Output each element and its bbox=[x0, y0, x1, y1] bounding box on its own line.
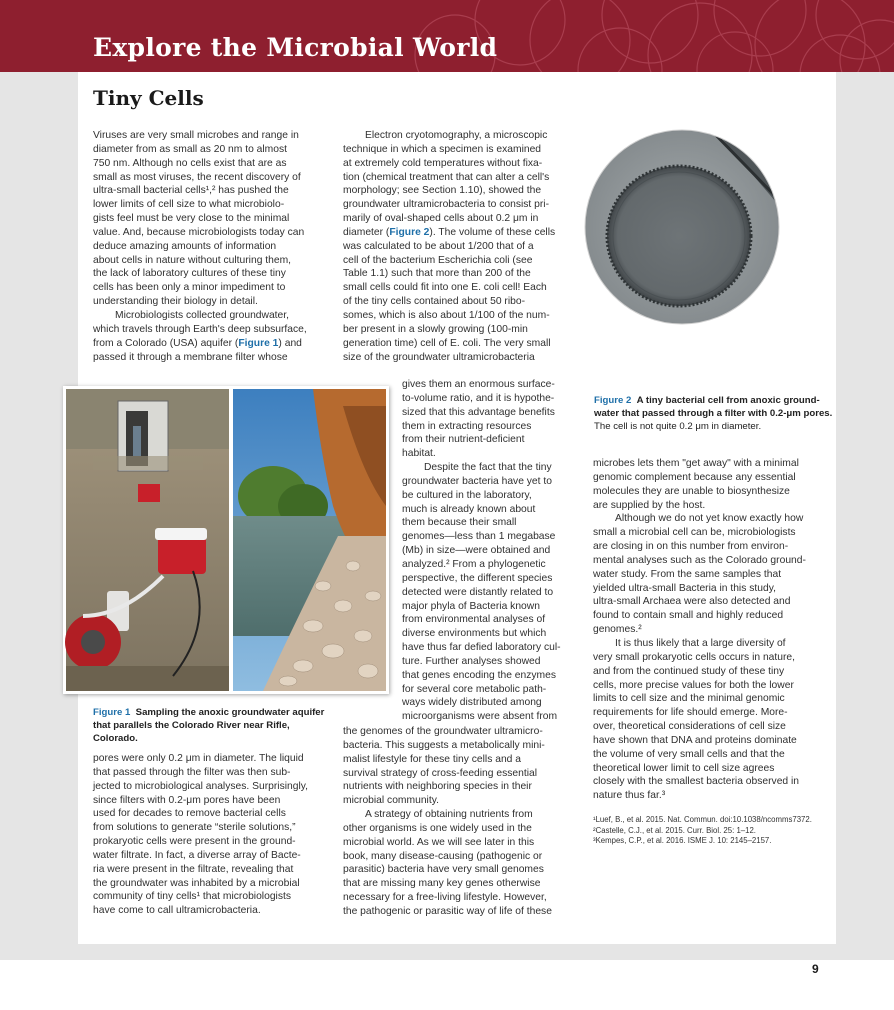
text-line: diverse environments but which bbox=[402, 628, 547, 640]
text-line: groundwater bacteria have yet to bbox=[402, 475, 552, 487]
text-line: analyzed.² From a phylogenetic bbox=[402, 558, 546, 570]
text-line: was calculated to be about 1/200 that of a bbox=[343, 240, 534, 252]
text-line: small cells could fit into one E. coli cell! Each bbox=[343, 282, 547, 294]
column2-top bbox=[343, 129, 575, 364]
text-line: are supplied by the host. bbox=[593, 499, 706, 511]
figure1-label: Figure 1 bbox=[93, 707, 131, 718]
column3 bbox=[593, 457, 825, 803]
text-line: ber present in a slowly growing (100-min bbox=[343, 323, 528, 335]
text-line: have shown that DNA and proteins dominate bbox=[593, 734, 797, 746]
figure2-caption-line3: The cell is not quite 0.2 μm in diameter. bbox=[594, 421, 762, 432]
footnotes bbox=[593, 815, 812, 847]
text-line: other organisms is one widely used in the bbox=[343, 822, 532, 834]
text-line: genomes.² bbox=[593, 624, 642, 636]
figure2-label: Figure 2 bbox=[594, 395, 632, 406]
text-line: passed it through a membrane filter whose bbox=[93, 351, 288, 363]
text-line: them because their small bbox=[402, 517, 517, 529]
text-line: that genes encoding the enzymes bbox=[402, 669, 556, 681]
text-line: generation time) cell of E. coli. The very small bbox=[343, 337, 551, 349]
text-line: prokaryotic cells were present in the ground- bbox=[93, 836, 296, 848]
text-line: genomes—less than 1 megabase bbox=[402, 531, 556, 543]
text-line: microorganisms were absent from bbox=[402, 711, 558, 723]
text-line: about cells in nature without culturing them, bbox=[93, 254, 292, 266]
text-line: the genomes of the groundwater ultramicro- bbox=[343, 726, 543, 737]
text-line: habitat. bbox=[402, 448, 436, 460]
text-line: small as most viruses, the recent discovery of bbox=[93, 171, 301, 183]
figure2-caption-line1: A tiny bacterial cell from anoxic ground- bbox=[636, 395, 820, 406]
text-line: microbial community. bbox=[343, 795, 439, 807]
text-line: morphology; see Section 1.10), showed the bbox=[343, 185, 542, 197]
text-line: It is thus likely that a large diversity of bbox=[615, 637, 786, 649]
section-title: Tiny Cells bbox=[93, 86, 204, 110]
text-line: limits to cell size and the minimal genomic bbox=[593, 693, 785, 705]
text-line: since filters with 0.2-μm pores have been bbox=[93, 794, 281, 806]
text-line: nature thus far.³ bbox=[593, 790, 666, 802]
text-line: community of tiny cells¹ that microbiologists bbox=[93, 891, 291, 903]
text-line: from solutions to generate “sterile solutions,” bbox=[93, 822, 296, 834]
text-line: diameter from as small as 20 nm to almost bbox=[93, 143, 287, 155]
text-line: marily of oval-shaped cells about 0.2 μm in bbox=[343, 213, 539, 225]
text-line: nutrients with neighboring species in their bbox=[343, 781, 532, 793]
text-line: understanding their biology in detail. bbox=[93, 296, 258, 308]
text-line: ways widely distributed among bbox=[402, 697, 542, 709]
text-line: tion (chemical treatment that can alter a cell's bbox=[343, 171, 550, 183]
text-line: molecules they are unable to biosynthesize bbox=[593, 485, 790, 497]
text-fragment: from a Colorado (USA) aquifer ( bbox=[93, 337, 239, 349]
text-line: sized that this advantage benefits bbox=[402, 406, 555, 418]
column2-narrow bbox=[402, 378, 574, 724]
text-line: from environmental analyses of bbox=[402, 614, 546, 626]
text-line: malist lifestyle for these tiny cells and a bbox=[343, 753, 521, 765]
text-line: major phyla of Bacteria known bbox=[402, 600, 540, 612]
text-line: microbial world. As we will see later in this bbox=[343, 836, 535, 848]
text-line: deduce amazing amounts of information bbox=[93, 240, 277, 252]
figure1-caption-line2: that parallels the Colorado River near Rifle, Colorado. bbox=[93, 720, 290, 744]
text-line: which travels through Earth's deep subsurface, bbox=[93, 323, 307, 335]
text-line: water study. From the same samples that bbox=[593, 568, 782, 580]
text-line: perspective, the different species bbox=[402, 572, 553, 584]
footnote-2: ²Castelle, C.J., et al. 2015. Curr. Biol. 25: 1–12. bbox=[593, 825, 756, 835]
text-line: to-volume ratio, and it is hypothe- bbox=[402, 392, 555, 404]
text-line: them in extracting resources bbox=[402, 420, 532, 432]
page-number: 9 bbox=[812, 962, 819, 976]
text-line: pores were only 0.2 μm in diameter. The liquid bbox=[93, 753, 304, 764]
text-line: the lack of laboratory cultures of these tiny bbox=[93, 268, 286, 280]
column2-bottom bbox=[343, 725, 575, 919]
text-line: cell of the bacterium Escherichia coli (see bbox=[343, 254, 533, 266]
text-line: microbes lets them "get away" with a minimal bbox=[593, 458, 799, 469]
text-line: Despite the fact that the tiny bbox=[424, 462, 552, 474]
figure2-micrograph bbox=[583, 128, 781, 326]
text-line: parasitic) bacteria have very small genomes bbox=[343, 864, 544, 876]
text-line: cells, more precise values for both the lower bbox=[593, 679, 794, 691]
text-line: bacteria. This suggests a metabolically mini- bbox=[343, 739, 545, 751]
text-line: the groundwater was inhabited by a microbial bbox=[93, 877, 300, 889]
text-line: gists feel must be very close to the minimal bbox=[93, 213, 290, 225]
text-line: the volume of very small cells and that the bbox=[593, 748, 785, 760]
text-line: lower limits of cell size to what microbiolo- bbox=[93, 199, 285, 211]
text-line: for several core metabolic path- bbox=[402, 683, 547, 695]
text-line bbox=[343, 226, 575, 240]
text-line: size of the groundwater ultramicrobacteria bbox=[343, 351, 535, 363]
text-line: somes, which is also about 1/100 of the num- bbox=[343, 309, 550, 321]
text-line: value. And, because microbiologists today can bbox=[93, 226, 305, 238]
text-line: Table 1.1) such that more than 200 of the bbox=[343, 268, 531, 280]
text-line: at extremely cold temperatures without fixa- bbox=[343, 157, 543, 169]
text-fragment: diameter ( bbox=[343, 226, 390, 238]
text-line: of the tiny cells contained about 50 ribo- bbox=[343, 296, 526, 308]
text-line: Although we do not yet know exactly how bbox=[615, 513, 804, 525]
text-line: jected to microbiological analyses. Surprisingly, bbox=[93, 780, 308, 792]
text-line: groundwater ultramicrobacteria to consist pri- bbox=[343, 199, 550, 211]
text-line: small a microbial cell can be, microbiologists bbox=[593, 527, 796, 539]
text-line: much is already known about bbox=[402, 503, 536, 515]
figure1-caption-line1: Sampling the anoxic groundwater aquifer bbox=[135, 707, 325, 718]
text-line: ria were present in the filtrate, revealing that bbox=[93, 863, 294, 875]
chapter-banner bbox=[0, 0, 894, 72]
text-line: (Mb) in size—were obtained and bbox=[402, 545, 551, 557]
text-line: survival strategy of cross-feeding essential bbox=[343, 767, 538, 779]
text-line: requirements for life should emerge. More- bbox=[593, 707, 788, 719]
text-line: ultra-small bacterial cells¹,² has pushed the bbox=[93, 185, 289, 197]
text-line: 750 nm. Although no cells exist that are as bbox=[93, 157, 287, 169]
text-line: that are missing many key genes otherwise bbox=[343, 878, 541, 890]
text-line: found to contain small and highly reduced bbox=[593, 610, 784, 622]
text-line: detected were distantly related to bbox=[402, 586, 554, 598]
text-fragment: ). The volume of these cells bbox=[429, 226, 556, 238]
figure2-link[interactable]: Figure 2 bbox=[389, 226, 430, 238]
figure2-caption bbox=[594, 394, 834, 433]
text-line: have come to call ultramicrobacteria. bbox=[93, 905, 261, 917]
text-line: A strategy of obtaining nutrients from bbox=[365, 809, 533, 821]
text-line: ultra-small Archaea were also detected and bbox=[593, 596, 791, 608]
figure1-photo bbox=[63, 386, 389, 694]
figure1-caption bbox=[93, 706, 333, 745]
text-line: genomic complement because any essential bbox=[593, 471, 796, 483]
text-line: used for decades to remove bacterial cells bbox=[93, 808, 286, 820]
text-line: water filtrate. In fact, a diverse array of Bacte- bbox=[93, 849, 301, 861]
text-line: be cultured in the laboratory, bbox=[402, 489, 532, 501]
text-line: necessary for a free-living lifestyle. However, bbox=[343, 892, 547, 904]
text-line: Viruses are very small microbes and range in bbox=[93, 130, 299, 141]
text-line: theoretical lower limit to cell size agrees bbox=[593, 762, 775, 774]
text-line: mental analyses such as the Colorado ground- bbox=[593, 554, 806, 566]
text-line: very small prokaryotic cells occurs in nature, bbox=[593, 651, 796, 663]
text-line: from their nutrient-deficient bbox=[402, 434, 525, 446]
text-line: are closing in on this number from environ- bbox=[593, 541, 789, 553]
text-fragment: ) and bbox=[278, 337, 302, 349]
text-line: technique in which a specimen is examined bbox=[343, 143, 542, 155]
footnote-1: ¹Luef, B., et al. 2015. Nat. Commun. doi:10.1038/ncomms7372. bbox=[593, 815, 812, 824]
text-line: closely with the smallest bacteria observed in bbox=[593, 776, 800, 788]
figure2-caption-line2: water that passed through a filter with 0.2-μm pores. bbox=[594, 408, 833, 419]
figure1-link[interactable]: Figure 1 bbox=[238, 337, 279, 349]
banner-title: Explore the Microbial World bbox=[93, 33, 498, 62]
text-line: over, theoretical considerations of cell size bbox=[593, 721, 786, 733]
footnote-3: ³Kempes, C.P., et al. 2016. ISME J. 10: 2145–2157. bbox=[593, 836, 772, 845]
text-line: have thus far defied laboratory cul- bbox=[402, 642, 561, 654]
text-line: yielded ultra-small Bacteria in this study, bbox=[593, 582, 776, 594]
text-line: ture. Further analyses showed bbox=[402, 655, 541, 667]
text-line: book, many disease-causing (pathogenic or bbox=[343, 850, 543, 862]
text-line: gives them an enormous surface- bbox=[402, 379, 555, 390]
text-line: cells has been only a minor impediment to bbox=[93, 282, 286, 294]
column1-bottom bbox=[93, 752, 325, 918]
text-line: that passed through the filter was then sub- bbox=[93, 766, 291, 778]
column1-top bbox=[93, 129, 325, 364]
text-line: Electron cryotomography, a microscopic bbox=[365, 130, 548, 141]
text-line bbox=[93, 337, 325, 351]
text-line: and from the continued study of these tiny bbox=[593, 665, 785, 677]
text-line: the pathogenic or parasitic way of life of these bbox=[343, 905, 552, 917]
text-line: Microbiologists collected groundwater, bbox=[115, 309, 289, 321]
figure1-image bbox=[63, 386, 389, 694]
